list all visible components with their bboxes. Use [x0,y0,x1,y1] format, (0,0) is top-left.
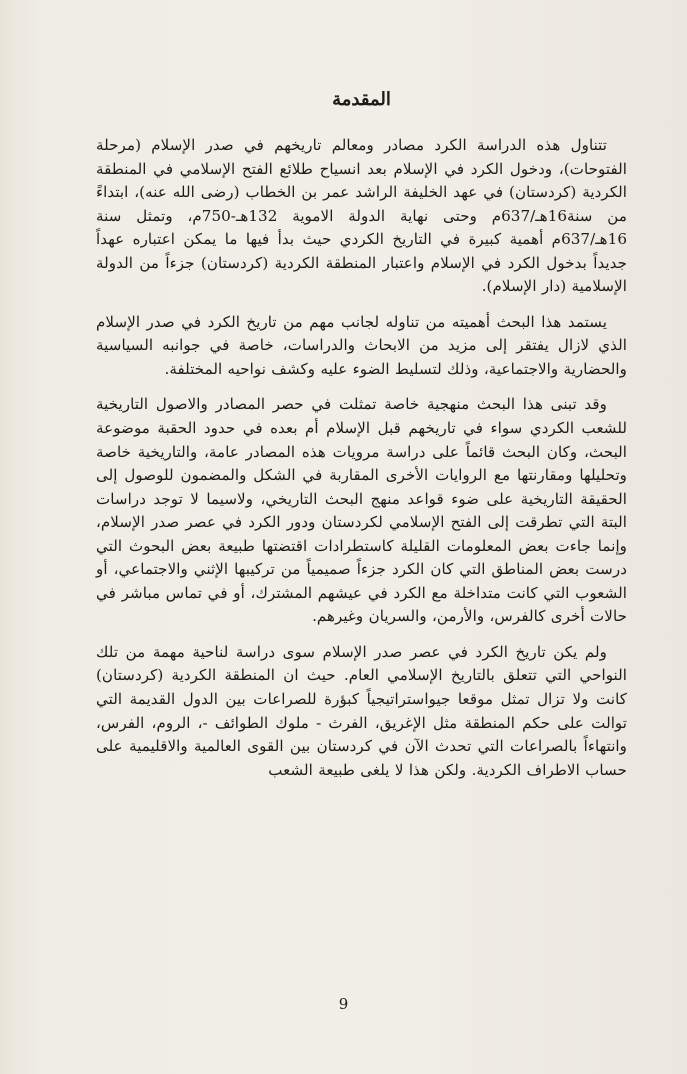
page-content [96,86,627,794]
paragraph-4: ولم يكن تاريخ الكرد في عصر صدر الإسلام سوى دراسة لناحية مهمة من تلك النواحي التي تتعلق بالتاريخ الإسلامي العام. حيث ان المنطقة الكردية (كردستان) كانت ولا تزال تمثل موقعا جيواستراتيجياً كبؤرة للصراعات بين الدول القديمة التي توالت على حكم المنطقة مثل الإغريق، الفرث - ملوك الطوائف -، الروم، الفرس، وانتهاءاً بالصراعات التي تحدث الآن في كردستان بين القوى العالمية والاقليمية على حساب الاطراف الكردية. ولكن هذا لا يلغى طبيعة الشعب [96,642,627,779]
paragraph-3: وقد تبنى هذا البحث منهجية خاصة تمثلت في حصر المصادر والاصول التاريخية للشعب الكردي سواء في تاريخهم قبل الإسلام أم بعده في حدود الحقبة موضوعة البحث، وكان البحث قائماً على دراسة مرويات هذه المصادر عامة، والتاريخية خاصة وتحليلها ومقارنتها مع الروايات الأخرى المقاربة في الشكل والمضمون للوصول إلى الحقيقة التاريخية على ضوء قواعد منهج البحث التاريخي، ولاسيما لا توجد دراسات البتة التي تطرقت إلى الفتح الإسلامي لكردستان ودور الكرد في عصر صدر الإسلام، وإنما جاءت بعض المعلومات القليلة كاستطرادات اقتضتها طبيعة بعض البحوث التي درست بعض المناطق التي كان الكرد جزءاً صميمياً من تركيبها الإثني والاجتماعي، أو الشعوب التي كانت متداخلة مع الكرد في عيشهم المشترك، أو في تماس مباشر في حالات أخرى كالفرس، والأرمن، والسريان وغيرهم. [96,395,627,626]
paragraph-2: يستمد هذا البحث أهميته من تناوله لجانب مهم من تاريخ الكرد في صدر الإسلام الذي لازال يفتقر إلى مزيد من الابحاث والدراسات، خاصة في جوانبه السياسية والحضارية والاجتماعية، وذلك لتسليط الضوء عليه وكشف نواحيه المختلفة. [96,312,627,378]
chapter-title: المقدمة [332,89,391,110]
page-number: 9 [338,995,349,1013]
paragraph-1: تتناول هذه الدراسة الكرد مصادر ومعالم تاريخهم في صدر الإسلام (مرحلة الفتوحات)، ودخول الكرد في الإسلام بعد انسياح طلائع الفتح الإسلامي في المنطقة الكردية (كردستان) في عهد الخليفة الراشد عمر بن الخطاب (رضى الله عنه)، ابتداءً من سنة16هـ/637م وحتى نهاية الدولة الاموية 132هـ-750م، وتمثل سنة 16هـ/637م أهمية كبيرة في التاريخ الكردي حيث بدأ فيها ما يمكن اعتباره عهداً جديداً بدخول الكرد في الإسلام واعتبار المنطقة الكردية (كردستان) جزءاً من الدولة الإسلامية (دار الإسلام). [96,136,627,296]
